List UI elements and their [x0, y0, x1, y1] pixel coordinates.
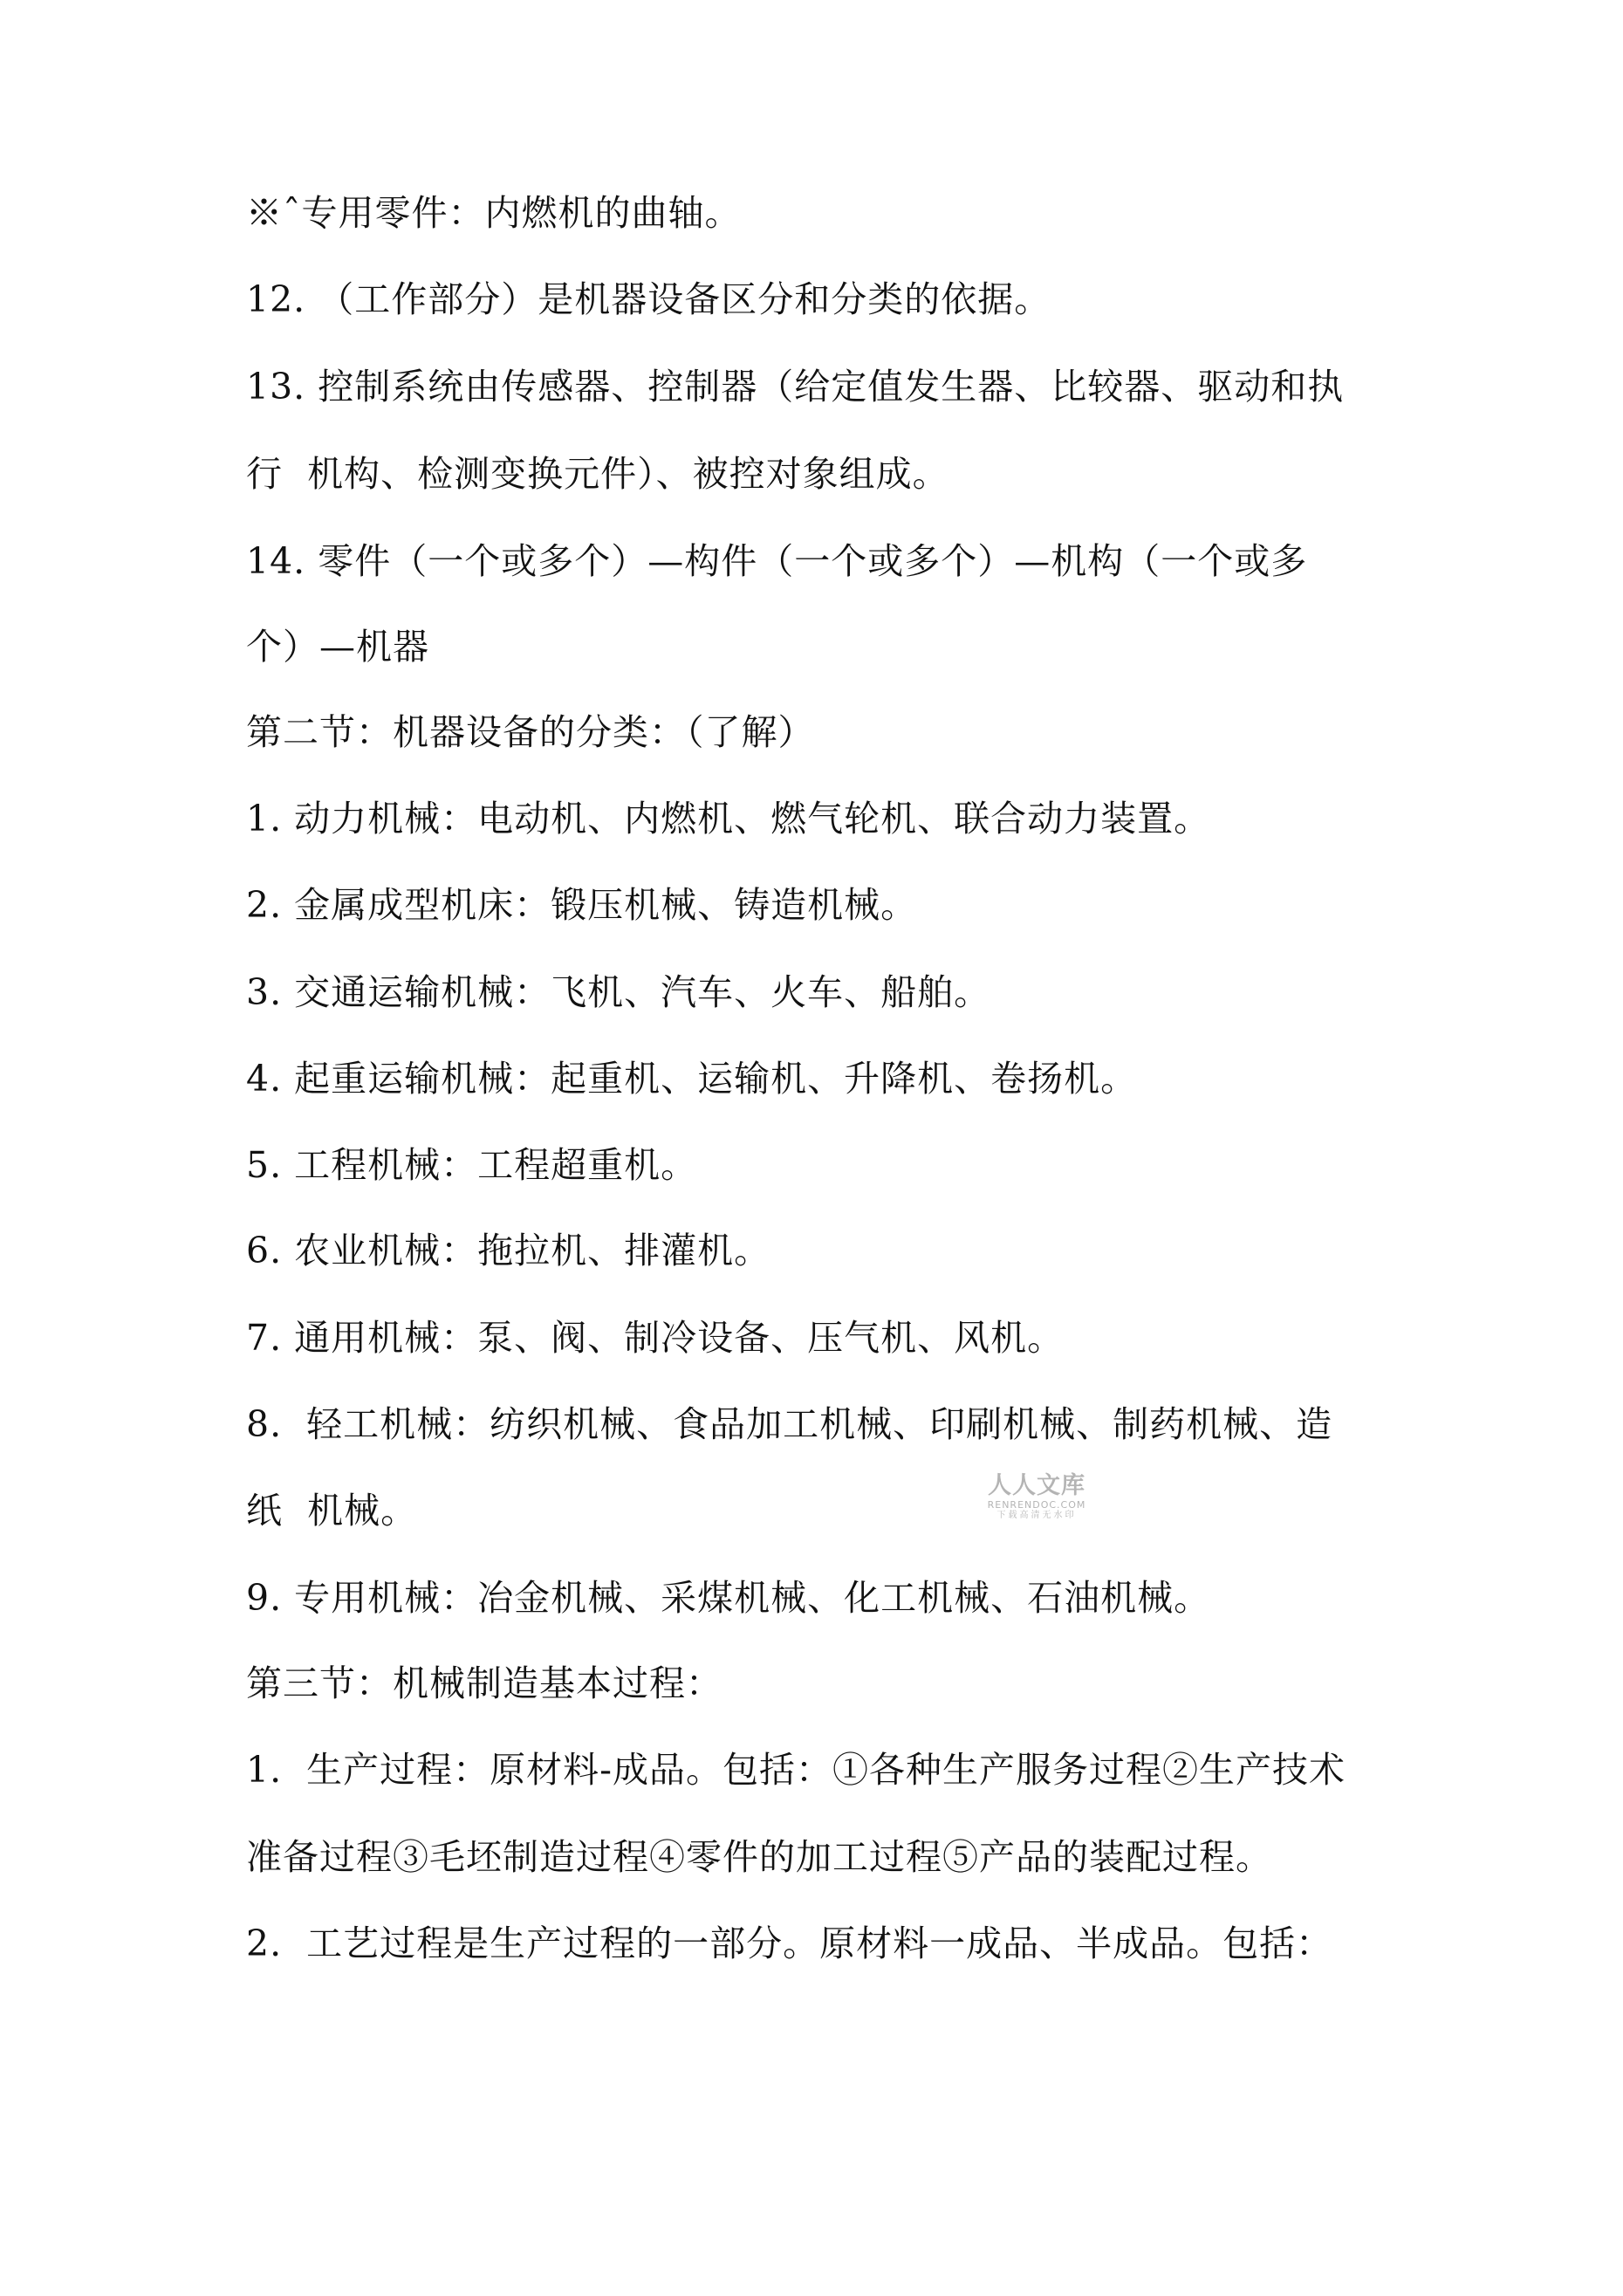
section-heading: 第二节：机器设备的分类：（了解） [246, 711, 815, 753]
watermark-subtitle: 下载高清无水印 [996, 1511, 1077, 1520]
text-line: 8. 轻工机械：纺织机械、食品加工机械、印刷机械、制药机械、造 [246, 1403, 1333, 1445]
text-line: 13. 控制系统由传感器、控制器（给定值发生器、比较器、驱动和执 [246, 366, 1345, 408]
text-line: 4. 起重运输机械：起重机、运输机、升降机、卷扬机。 [246, 1058, 1138, 1100]
text-line: 纸 机械。 [246, 1490, 418, 1532]
text-line: 1. 生产过程：原材料-成品。包括：①各种生产服务过程②生产技术 [246, 1749, 1346, 1791]
text-line: 个）—机器 [246, 626, 429, 668]
text-line: 6. 农业机械：拖拉机、排灌机。 [246, 1230, 771, 1271]
text-line: 7. 通用机械：泵、阀、制冷设备、压气机、风机。 [246, 1317, 1065, 1359]
text-line: 12. （工作部分）是机器设备区分和分类的依据。 [246, 278, 1051, 320]
text-line: 准备过程③毛坯制造过程④零件的加工过程⑤产品的装配过程。 [246, 1836, 1272, 1878]
text-line: 3. 交通运输机械：飞机、汽车、火车、船舶。 [246, 971, 991, 1013]
text-line: 2. 金属成型机床：锻压机械、铸造机械。 [246, 884, 918, 926]
text-line: 2. 工艺过程是生产过程的一部分。原材料一成品、半成品。包括： [246, 1922, 1333, 1964]
text-line: ※ˆ专用零件：内燃机的曲轴。 [246, 192, 742, 234]
watermark-logo [976, 1473, 1098, 1521]
text-line: 5. 工程机械：工程超重机。 [246, 1144, 698, 1186]
text-line: 9. 专用机械：冶金机械、采煤机械、化工机械、石油机械。 [246, 1577, 1211, 1619]
text-line: 14. 零件（一个或多个）—构件（一个或多个）—机构（一个或多 [246, 540, 1308, 582]
text-line: 行 机构、检测变换元件）、被控对象组成。 [246, 453, 949, 495]
section-heading: 第三节：机械制造基本过程： [246, 1662, 722, 1704]
text-line: 1. 动力机械：电动机、内燃机、燃气轮机、联合动力装置。 [246, 798, 1211, 840]
watermark-domain: RENRENDOC.COM [987, 1499, 1086, 1511]
watermark-title: 人人文库 [988, 1472, 1085, 1499]
